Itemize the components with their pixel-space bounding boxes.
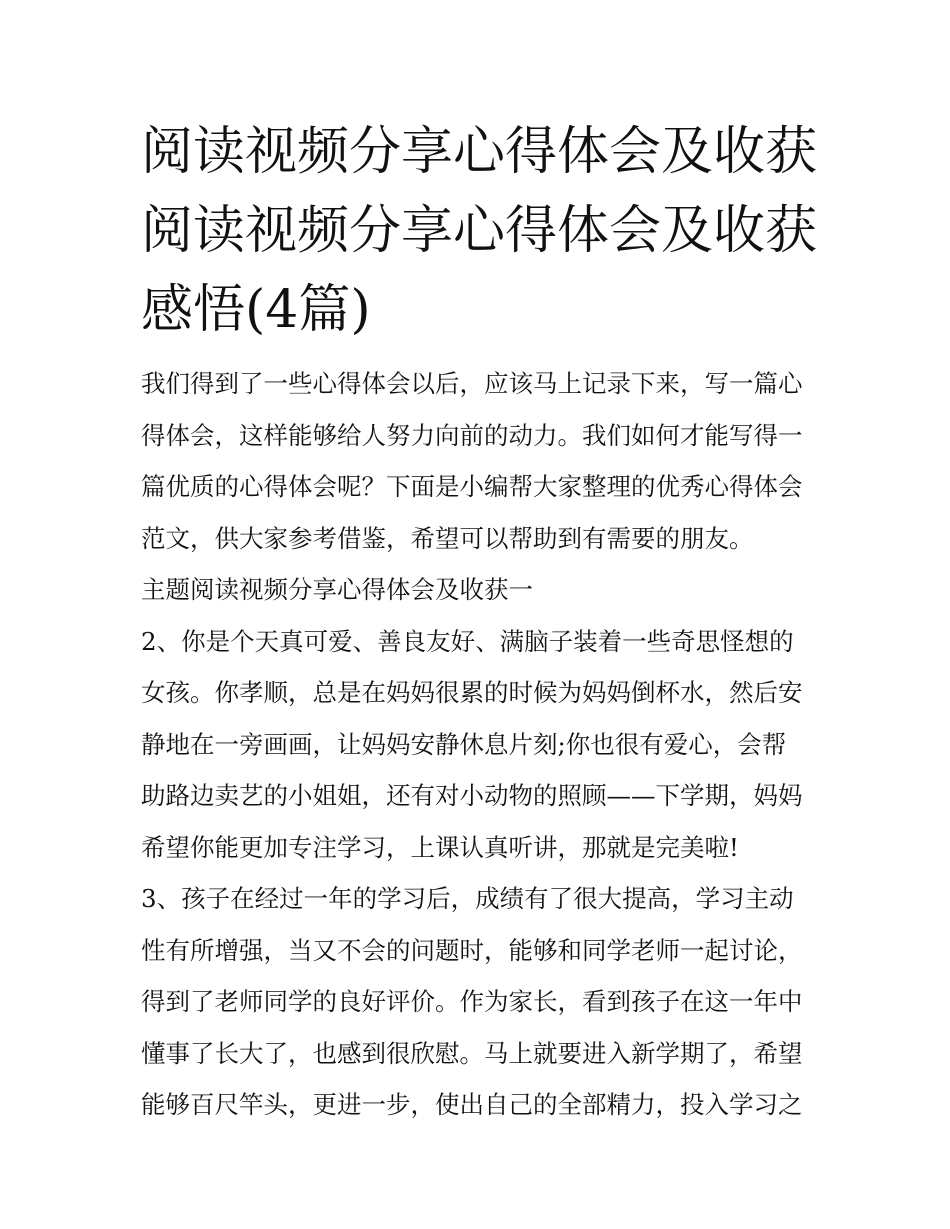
paragraph-line: 性有所增强，当又不会的问题时，能够和同学老师一起讨论， (141, 935, 803, 965)
intro-line: 得体会，这样能够给人努力向前的动力。我们如何才能写得一 (141, 420, 803, 450)
document-title (141, 113, 821, 350)
paragraph-line: 懂事了长大了，也感到很欣慰。马上就要进入新学期了，希望 (141, 1038, 803, 1068)
paragraph-line: 希望你能更加专注学习，上课认真听讲，那就是完美啦! (141, 832, 739, 862)
paragraph-line: 助路边卖艺的小姐姐，还有对小动物的照顾——下学期，妈妈 (141, 781, 803, 810)
intro-line: 我们得到了一些心得体会以后，应该马上记录下来，写一篇心 (141, 369, 803, 398)
paragraph-line: 能够百尺竿头，更进一步，使出自己的全部精力，投入学习之 (141, 1090, 803, 1119)
paragraph-line: 得到了老师同学的良好评价。作为家长，看到孩子在这一年中 (141, 987, 803, 1016)
document-body (141, 358, 821, 1131)
intro-line: 范文，供大家参考借鉴，希望可以帮助到有需要的朋友。 (141, 523, 754, 553)
title-line: 感悟(4篇) (141, 280, 371, 340)
paragraph-line: 3、孩子在经过一年的学习后，成绩有了很大提高，学习主动 (141, 884, 794, 913)
paragraph-line: 女孩。你孝顺，总是在妈妈很累的时候为妈妈倒杯水，然后安 (141, 678, 803, 707)
paragraph-line: 2、你是个天真可爱、善良友好、满脑子装着一些奇思怪想的 (141, 626, 794, 656)
intro-line: 篇优质的心得体会呢？下面是小编帮大家整理的优秀心得体会 (141, 472, 803, 501)
paragraph-line: 静地在一旁画画，让妈妈安静休息片刻;你也很有爱心，会帮 (141, 729, 787, 759)
section-heading: 主题阅读视频分享心得体会及收获一 (141, 575, 533, 604)
title-line: 阅读视频分享心得体会及收获 (141, 122, 818, 182)
title-line: 阅读视频分享心得体会及收获 (141, 201, 818, 261)
